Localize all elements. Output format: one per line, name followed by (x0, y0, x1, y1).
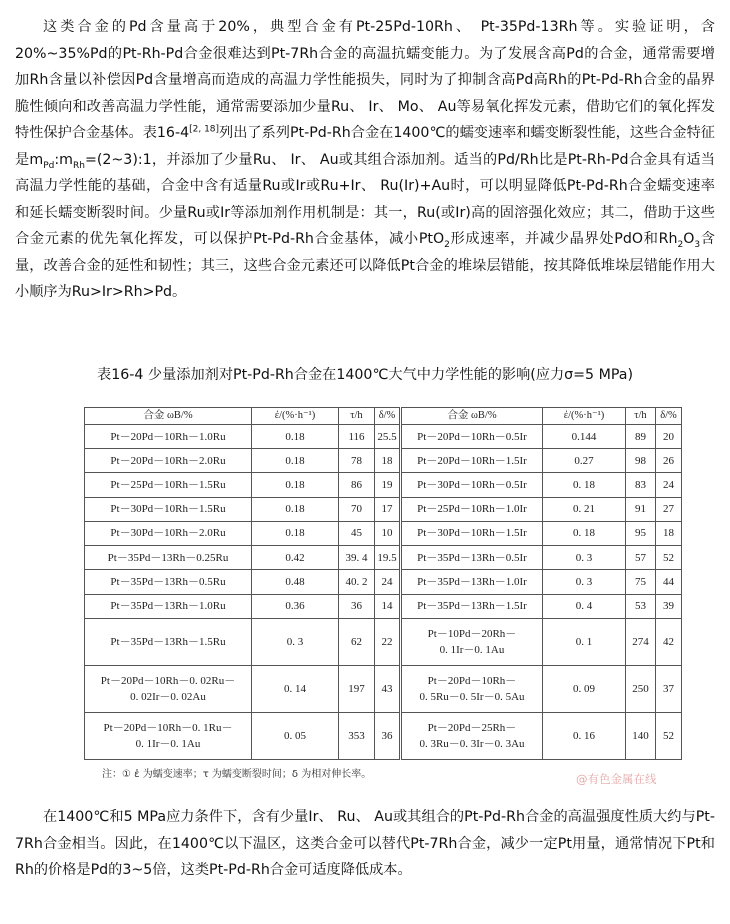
col-header-alloc: 合金 ωB/% (85, 408, 252, 425)
value-cell: 24 (375, 570, 401, 594)
value-cell: 0. 09 (543, 665, 626, 712)
alloy-line: Pt－20Pd－10Rh－1.5Ir (417, 454, 527, 467)
value-cell: 20 (656, 425, 682, 449)
value-cell: 89 (626, 425, 656, 449)
value-cell: 0. 3 (543, 546, 626, 570)
value-cell: 86 (339, 473, 375, 497)
col-header-tau-2: τ/h (626, 408, 656, 425)
value-cell: 0.27 (543, 449, 626, 473)
value-cell: 0. 21 (543, 497, 626, 521)
value-cell: 0.18 (252, 521, 339, 545)
alloy-cell (401, 546, 543, 570)
table-row (85, 594, 682, 618)
value-cell: 39. 4 (339, 546, 375, 570)
alloy-line: Pt－35Pd－13Rh－1.5Ir (417, 600, 527, 613)
alloy-line: 0. 02Ir－0. 02Au (130, 690, 206, 703)
value-cell: 0.18 (252, 497, 339, 521)
value-cell: 140 (626, 712, 656, 759)
alloy-cell (85, 425, 252, 449)
value-cell: 52 (656, 712, 682, 759)
alloy-line: Pt－20Pd－10Rh－0.5Ir (417, 430, 527, 443)
alloy-cell (85, 546, 252, 570)
sub-2: 2 (444, 239, 450, 250)
alloy-line: Pt－20Pd－25Rh－ (427, 721, 517, 734)
alloy-line: Pt－25Pd－10Rh－1.0Ir (417, 503, 527, 516)
value-cell: 75 (626, 570, 656, 594)
para1-text-f: O (683, 231, 695, 247)
alloy-line: Pt－20Pd－10Rh－ (427, 674, 517, 687)
value-cell: 44 (656, 570, 682, 594)
value-cell: 70 (339, 497, 375, 521)
value-cell: 0. 1 (543, 618, 626, 665)
alloy-line: Pt－35Pd－13Rh－1.0Ru (110, 600, 226, 613)
table-row (85, 425, 682, 449)
alloy-cell (85, 594, 252, 618)
value-cell: 353 (339, 712, 375, 759)
value-cell: 36 (339, 594, 375, 618)
value-cell: 53 (626, 594, 656, 618)
sub-pd: Pd (43, 160, 55, 171)
sub-rh: Rh (73, 160, 85, 171)
value-cell: 36 (375, 712, 401, 759)
conclusion-paragraph: 在1400℃和5 MPa应力条件下，含有少量Ir、 Ru、 Au或其组合的Pt-Pd-Rh合金的高温强度性质大约与Pt-7Rh合金相当。因此，在1400℃以下温区，这类合金可以替代Pt-7Rh合金，减少一定Pt用量，通常情况下Pt和Rh的价格是Pd的3~5倍，这类Pt-Pd-Rh合金可适度降低成本。 (15, 809, 715, 878)
value-cell: 0. 4 (543, 594, 626, 618)
col-header-tau: τ/h (339, 408, 375, 425)
table-row (85, 570, 682, 594)
value-cell: 43 (375, 665, 401, 712)
value-cell: 0. 16 (543, 712, 626, 759)
value-cell: 40. 2 (339, 570, 375, 594)
alloy-line: Pt－35Pd－13Rh－1.5Ru (110, 635, 226, 648)
value-cell: 0. 18 (543, 521, 626, 545)
value-cell: 52 (656, 546, 682, 570)
value-cell: 19 (375, 473, 401, 497)
table-caption: 表16-4 少量添加剂对Pt-Pd-Rh合金在1400℃大气中力学性能的影响(应力σ=5 MPa) (97, 367, 633, 383)
col-header-rate: ἐ/(%·h⁻¹) (252, 408, 339, 425)
table-row (85, 618, 682, 665)
value-cell: 0. 3 (543, 570, 626, 594)
alloy-line: Pt－20Pd－10Rh－1.0Ru (110, 430, 226, 443)
value-cell: 0. 3 (252, 618, 339, 665)
value-cell: 116 (339, 425, 375, 449)
value-cell: 45 (339, 521, 375, 545)
col-header-rate-2: ἐ/(%·h⁻¹) (543, 408, 626, 425)
para1-text-g: 含量，改善合金的延性和韧性；其三，这些合金元素还可以降低Pt合金的堆垛层错能，按其降低堆垛层错能作用大小顺序为Ru>Ir>Rh>Pd。 (15, 231, 715, 300)
alloy-cell (401, 425, 543, 449)
value-cell: 0.18 (252, 473, 339, 497)
value-cell: 0. 18 (543, 473, 626, 497)
alloy-cell (401, 497, 543, 521)
alloy-line: Pt－25Pd－10Rh－1.5Ru (110, 479, 226, 492)
alloy-line: Pt－20Pd－10Rh－0. 1Ru－ (103, 721, 233, 734)
value-cell: 37 (656, 665, 682, 712)
alloy-cell (85, 473, 252, 497)
alloy-line: 0. 1Ir－0. 1Au (135, 737, 201, 750)
value-cell: 42 (656, 618, 682, 665)
alloy-cell (401, 618, 543, 665)
col-header-alloc-2: 合金 ωB/% (401, 408, 543, 425)
col-header-delta: δ/% (375, 408, 401, 425)
para1-text-a: 这类合金的Pd含量高于20%，典型合金有Pt-25Pd-10Rh、 Pt-35Pd-13Rh等。实验证明，含20%~35%Pd的Pt-Rh-Pd合金很难达到Pt-7Rh合金的高温抗蠕变能力。为了发展含高Pd的合金，通常需要增加Rh含量以补偿因Pd含量增高而造成的高温力学性能损失，同时为了抑制含高Pd高Rh的Pt-Pd-Rh合金的晶界脆性倾向和改善高温力学性能，通常需要添加少量Ru、 Ir、 Mo、 Au等易氧化挥发元素，借助它们的氧化挥发特性保护合金基体。表16-4 (15, 19, 715, 141)
alloy-line: Pt－20Pd－10Rh－0. 02Ru－ (100, 674, 236, 687)
alloy-line: Pt－30Pd－10Rh－1.5Ru (110, 503, 226, 516)
value-cell: 10 (375, 521, 401, 545)
alloy-line: Pt－35Pd－13Rh－0.25Ru (107, 551, 229, 564)
alloy-line: 0. 5Ru－0. 5Ir－0. 5Au (419, 690, 525, 703)
table-row (85, 665, 682, 712)
alloy-cell (85, 570, 252, 594)
table-row (85, 712, 682, 759)
alloy-cell (401, 521, 543, 545)
data-table (84, 407, 682, 760)
alloy-line: Pt－35Pd－13Rh－0.5Ir (417, 551, 527, 564)
value-cell: 57 (626, 546, 656, 570)
alloy-cell (85, 521, 252, 545)
value-cell: 78 (339, 449, 375, 473)
sub-3: 3 (694, 239, 701, 250)
para1-text-e: 形成速率，并减少晶界处PdO和Rh (449, 231, 678, 247)
alloy-line: Pt－35Pd－13Rh－0.5Ru (110, 575, 226, 588)
value-cell: 18 (656, 521, 682, 545)
value-cell: 24 (656, 473, 682, 497)
alloy-cell (401, 473, 543, 497)
alloy-cell (85, 665, 252, 712)
alloy-line: Pt－30Pd－10Rh－1.5Ir (417, 527, 527, 540)
alloy-line: 0. 3Ru－0. 3Ir－0. 3Au (419, 737, 525, 750)
alloy-line: Pt－10Pd－20Rh－ (427, 627, 517, 640)
value-cell: 14 (375, 594, 401, 618)
alloy-cell (85, 712, 252, 759)
table-body (85, 425, 682, 760)
value-cell: 197 (339, 665, 375, 712)
alloy-cell (85, 449, 252, 473)
sub-2b: 2 (677, 239, 684, 250)
value-cell: 95 (626, 521, 656, 545)
table-row (85, 449, 682, 473)
table-note: 注：① ἐ 为蠕变速率；τ 为蠕变断裂时间；δ 为相对伸长率。 (102, 769, 372, 780)
value-cell: 27 (656, 497, 682, 521)
intro-paragraph (15, 14, 715, 306)
alloy-line: Pt－30Pd－10Rh－0.5Ir (417, 479, 527, 492)
alloy-line: 0. 1Ir－0. 1Au (439, 643, 505, 656)
para1-text-b: 列出了系列Pt-Pd-Rh合金在1400℃的蠕变速率和蠕变断裂性能，这些合金特征是m (15, 125, 715, 168)
table-row (85, 546, 682, 570)
value-cell: 39 (656, 594, 682, 618)
para1-text-c: :m (54, 151, 73, 168)
value-cell: 0.144 (543, 425, 626, 449)
value-cell: 0.42 (252, 546, 339, 570)
value-cell: 0.48 (252, 570, 339, 594)
value-cell: 26 (656, 449, 682, 473)
table-row (85, 497, 682, 521)
value-cell: 83 (626, 473, 656, 497)
citation-ref: [2, 18] (189, 124, 220, 135)
value-cell: 0. 14 (252, 665, 339, 712)
alloy-cell (401, 665, 543, 712)
para1-text-d: =(2~3):1，并添加了少量Ru、 Ir、 Au或其组合添加剂。适当的Pd/Rh比是Pt-Rh-Pd合金具有适当高温力学性能的基础，合金中含有适量Ru或Ir或Ru+Ir、 Ru(Ir)+Au时，可以明显降低Pt-Pd-Rh合金蠕变速率和延长蠕变断裂时间。少量Ru或Ir等添加剂作用机制是：其一，Ru(或Ir)高的固溶强化效应；其二，借助于这些合金元素的优先氧化挥发，可以保护Pt-Pd-Rh合金基体，减小PtO (15, 151, 715, 247)
value-cell: 0.18 (252, 449, 339, 473)
table-header-row (85, 408, 682, 425)
value-cell: 91 (626, 497, 656, 521)
value-cell: 0.36 (252, 594, 339, 618)
alloy-cell (401, 570, 543, 594)
alloy-line: Pt－20Pd－10Rh－2.0Ru (110, 454, 226, 467)
value-cell: 62 (339, 618, 375, 665)
alloy-line: Pt－35Pd－13Rh－1.0Ir (417, 575, 527, 588)
value-cell: 22 (375, 618, 401, 665)
value-cell: 98 (626, 449, 656, 473)
value-cell: 18 (375, 449, 401, 473)
value-cell: 0. 05 (252, 712, 339, 759)
alloy-cell (401, 594, 543, 618)
alloy-cell (85, 497, 252, 521)
value-cell: 25.5 (375, 425, 401, 449)
value-cell: 17 (375, 497, 401, 521)
value-cell: 250 (626, 665, 656, 712)
watermark: @有色金属在线 (576, 772, 657, 786)
table-row (85, 473, 682, 497)
alloy-cell (401, 449, 543, 473)
alloy-cell (401, 712, 543, 759)
value-cell: 19.5 (375, 546, 401, 570)
value-cell: 0.18 (252, 425, 339, 449)
value-cell: 274 (626, 618, 656, 665)
alloy-cell (85, 618, 252, 665)
alloy-line: Pt－30Pd－10Rh－2.0Ru (110, 527, 226, 540)
col-header-delta-2: δ/% (656, 408, 682, 425)
table-row (85, 521, 682, 545)
